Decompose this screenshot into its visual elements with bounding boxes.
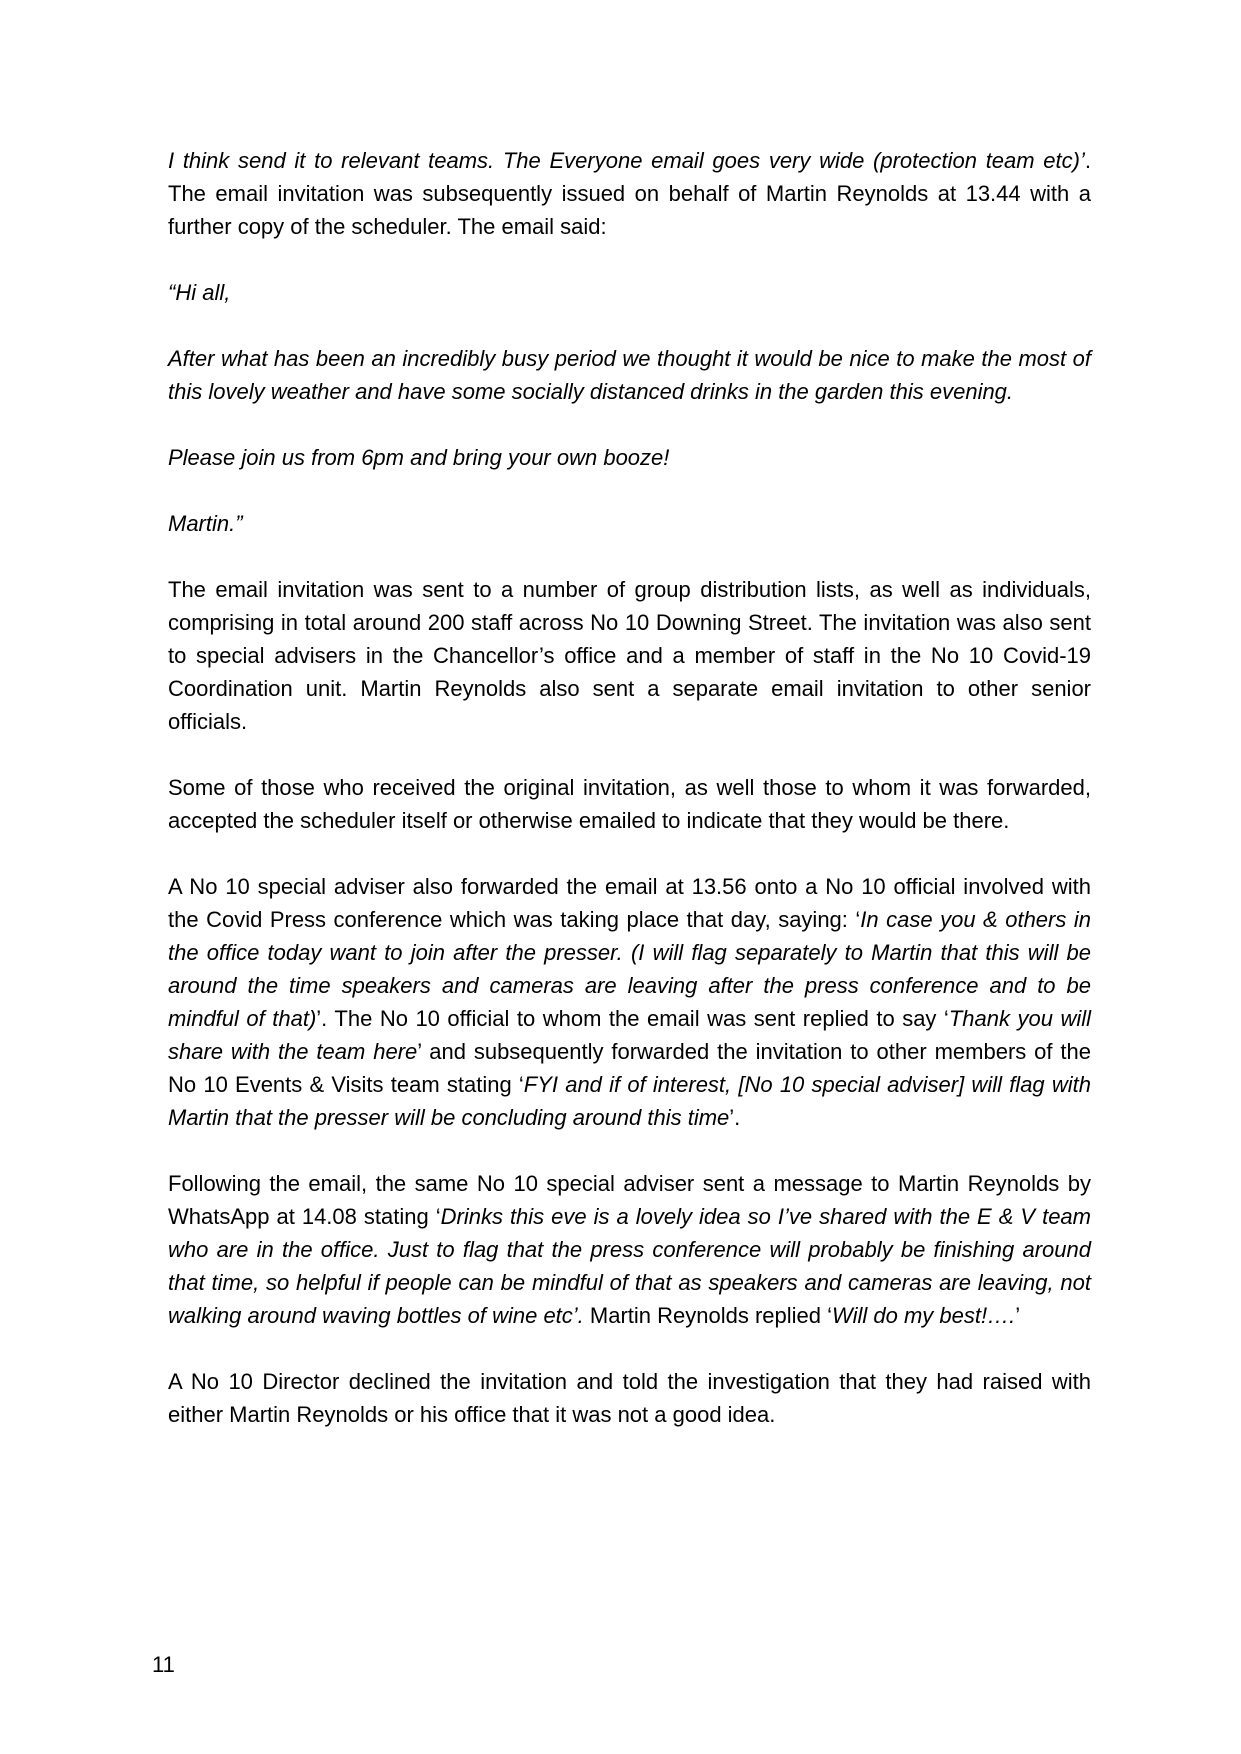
paragraph bbox=[168, 144, 1091, 243]
paragraph bbox=[168, 1167, 1091, 1332]
italic-text-run: Will do my best!…. bbox=[832, 1303, 1016, 1328]
paragraph bbox=[168, 573, 1091, 738]
text-run: . The email invitation was subsequently issued on behalf of Martin Reynolds at 13.44 with a further copy of the scheduler. The email said: bbox=[168, 148, 1091, 239]
text-run: Following the email, the same No 10 special adviser sent a message to Martin Reynolds by WhatsApp at 14.08 stating ‘ bbox=[168, 1171, 1091, 1229]
paragraph bbox=[168, 342, 1091, 408]
italic-text-run: After what has been an incredibly busy period we thought it would be nice to make the most of this lovely weather and have some socially distanced drinks in the garden this evening. bbox=[168, 346, 1091, 404]
text-run: ’. The No 10 official to whom the email was sent replied to say ‘ bbox=[316, 1006, 949, 1031]
paragraph bbox=[168, 1365, 1091, 1431]
paragraph bbox=[168, 870, 1091, 1134]
document-body bbox=[168, 144, 1091, 1464]
italic-text-run: In case you & others in the office today want to join after the presser. (I will flag separately to Martin that this will be around the time speakers and cameras are leaving after the press conference and to be mindful of that) bbox=[168, 907, 1091, 1031]
paragraph bbox=[168, 771, 1091, 837]
text-run: A No 10 Director declined the invitation and told the investigation that they had raised with either Martin Reynolds or his office that it was not a good idea. bbox=[168, 1369, 1091, 1427]
text-run: A No 10 special adviser also forwarded the email at 13.56 onto a No 10 official involved with the Covid Press conference which was taking place that day, saying: ‘ bbox=[168, 874, 1091, 932]
italic-text-run: FYI and if of interest, [No 10 special adviser] will flag with Martin that the presser will be concluding around this time bbox=[168, 1072, 1091, 1130]
page-footer bbox=[152, 1648, 175, 1681]
italic-text-run: I think send it to relevant teams. The Everyone email goes very wide (protection team etc)’ bbox=[168, 148, 1085, 173]
italic-text-run: Thank you will share with the team here bbox=[168, 1006, 1092, 1064]
text-run: The email invitation was sent to a number of group distribution lists, as well as individuals, comprising in total around 200 staff across No 10 Downing Street. The invitation was also sent to special advisers in the Chancellor’s office and a member of staff in the No 10 Covid-19 Coordination unit. Martin Reynolds also sent a separate email invitation to other senior officials. bbox=[168, 577, 1091, 734]
italic-text-run: Martin.” bbox=[168, 511, 243, 536]
italic-text-run: “Hi all, bbox=[168, 280, 231, 305]
paragraph bbox=[168, 276, 1091, 309]
page-number: 11 bbox=[152, 1652, 175, 1677]
italic-text-run: Drinks this eve is a lovely idea so I’ve shared with the E & V team who are in the office. Just to flag that the press conference will probably be finishing around that time, so helpful if people can be mindful of that as speakers and cameras are leaving, not walking around waving bottles of wine etc’. bbox=[168, 1204, 1091, 1328]
text-run: ’ and subsequently forwarded the invitation to other members of the No 10 Events & Visits team stating ‘ bbox=[168, 1039, 1091, 1097]
paragraph bbox=[168, 441, 1091, 474]
text-run: ’ bbox=[1015, 1303, 1021, 1328]
paragraph bbox=[168, 507, 1091, 540]
text-run: Martin Reynolds replied ‘ bbox=[583, 1303, 833, 1328]
text-run: Some of those who received the original invitation, as well those to whom it was forwarded, accepted the scheduler itself or otherwise emailed to indicate that they would be there. bbox=[168, 775, 1091, 833]
text-run: ’. bbox=[729, 1105, 741, 1130]
italic-text-run: Please join us from 6pm and bring your own booze! bbox=[168, 445, 670, 470]
